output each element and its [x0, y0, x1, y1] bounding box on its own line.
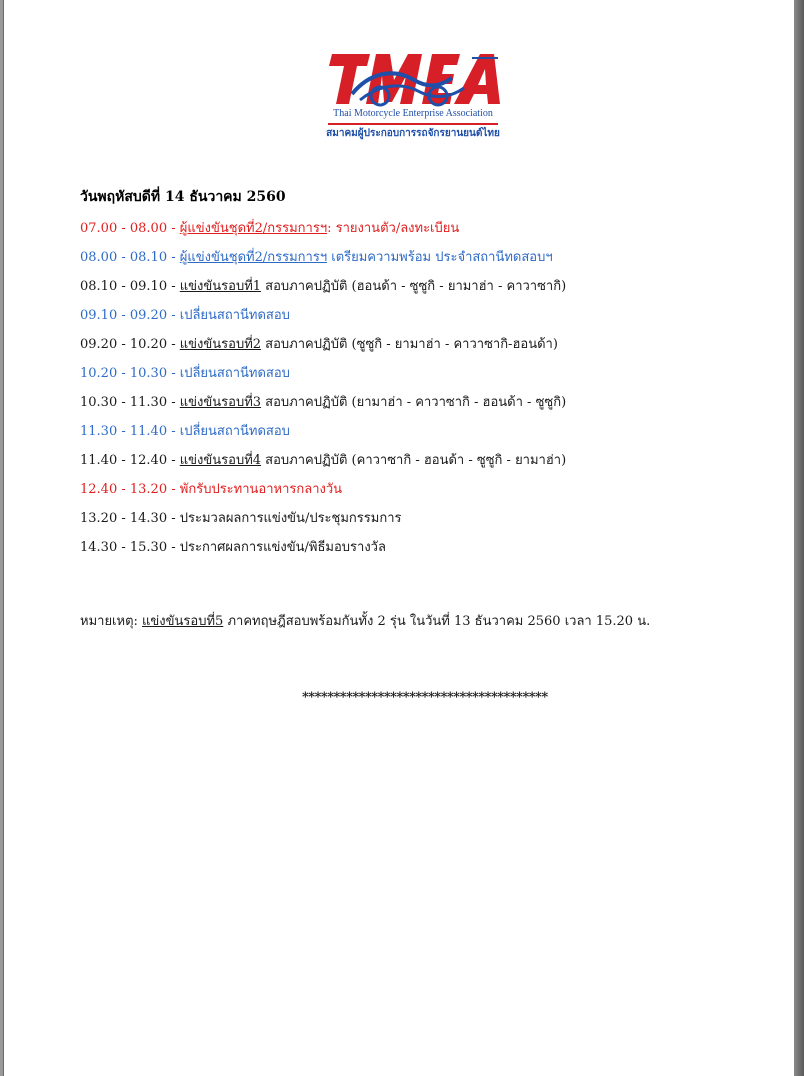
schedule-time: 11.40 - 12.40 - [80, 453, 176, 468]
schedule-time: 07.00 - 08.00 - [80, 221, 176, 236]
document-page [3, 0, 795, 1076]
schedule-row [80, 359, 780, 388]
note [80, 610, 650, 631]
schedule-activity: ประมวลผลการแข่งขัน/ประชุมกรรมการ [179, 511, 402, 526]
schedule-activity: สอบภาคปฏิบัติ (ยามาฮ่า - คาวาซากิ - ฮอนด้า - ซูซูกิ) [261, 395, 567, 410]
end-divider: *************************************** [302, 690, 548, 705]
schedule-activity-underlined: แข่งขันรอบที่4 [179, 453, 262, 468]
schedule-activity: เปลี่ยนสถานีทดสอบ [179, 308, 290, 323]
schedule-activity: เตรียมความพร้อม ประจำสถานีทดสอบฯ [327, 250, 553, 265]
schedule-activity: สอบภาคปฏิบัติ (ซูซูกิ - ยามาฮ่า - คาวาซากิ-ฮอนด้า) [261, 337, 558, 352]
schedule-row [80, 417, 780, 446]
schedule-time: 12.40 - 13.20 - [80, 482, 176, 497]
schedule-activity-underlined: ผู้แข่งขันชุดที่2/กรรมการฯ [179, 221, 328, 236]
schedule-time: 14.30 - 15.30 - [80, 540, 176, 555]
schedule-time: 10.30 - 11.30 - [80, 395, 176, 410]
schedule-activity-underlined: แข่งขันรอบที่1 [179, 279, 262, 294]
date-heading: วันพฤหัสบดีที่ 14 ธันวาคม 2560 [80, 189, 286, 205]
tmea-logo [322, 48, 504, 144]
note-label: หมายเหตุ: [80, 614, 138, 629]
schedule-time: 08.10 - 09.10 - [80, 279, 176, 294]
schedule-section [80, 184, 780, 562]
schedule-time: 13.20 - 14.30 - [80, 511, 176, 526]
schedule-time: 11.30 - 11.40 - [80, 424, 176, 439]
schedule-list [80, 214, 780, 562]
schedule-activity: พักรับประทานอาหารกลางวัน [179, 482, 343, 497]
schedule-row [80, 388, 780, 417]
schedule-activity-underlined: แข่งขันรอบที่2 [179, 337, 262, 352]
schedule-row [80, 533, 780, 562]
viewer-background [794, 0, 804, 1076]
schedule-row [80, 475, 780, 504]
schedule-activity-underlined: แข่งขันรอบที่3 [179, 395, 262, 410]
schedule-row [80, 446, 780, 475]
schedule-time: 09.10 - 09.20 - [80, 308, 176, 323]
schedule-activity: สอบภาคปฏิบัติ (คาวาซากิ - ฮอนด้า - ซูซูกิ - ยามาฮ่า) [261, 453, 567, 468]
schedule-time: 08.00 - 08.10 - [80, 250, 176, 265]
schedule-row [80, 214, 780, 243]
logo-english-name: Thai Motorcycle Enterprise Association [333, 108, 493, 119]
schedule-row [80, 504, 780, 533]
schedule-activity: เปลี่ยนสถานีทดสอบ [179, 366, 290, 381]
schedule-activity-underlined: ผู้แข่งขันชุดที่2/กรรมการฯ [179, 250, 328, 265]
schedule-activity: ประกาศผลการแข่งขัน/พิธีมอบรางวัล [179, 540, 386, 555]
schedule-time: 09.20 - 10.20 - [80, 337, 176, 352]
schedule-time: 10.20 - 10.30 - [80, 366, 176, 381]
schedule-row [80, 301, 780, 330]
schedule-row [80, 243, 780, 272]
schedule-row [80, 272, 780, 301]
note-underlined: แข่งขันรอบที่5 [142, 614, 224, 629]
logo-divider [328, 123, 498, 125]
note-text: ภาคทฤษฎีสอบพร้อมกันทั้ง 2 รุ่น ในวันที่ 13 ธันวาคม 2560 เวลา 15.20 น. [223, 614, 651, 629]
logo-thai-name: สมาคมผู้ประกอบการรถจักรยานยนต์ไทย [326, 128, 500, 139]
schedule-activity: สอบภาคปฏิบัติ (ฮอนด้า - ซูซูกิ - ยามาฮ่า - คาวาซากิ) [261, 279, 567, 294]
schedule-row [80, 330, 780, 359]
schedule-activity: : รายงานตัว/ลงทะเบียน [327, 221, 460, 236]
tmea-logo-mark [322, 48, 504, 108]
schedule-activity: เปลี่ยนสถานีทดสอบ [179, 424, 290, 439]
